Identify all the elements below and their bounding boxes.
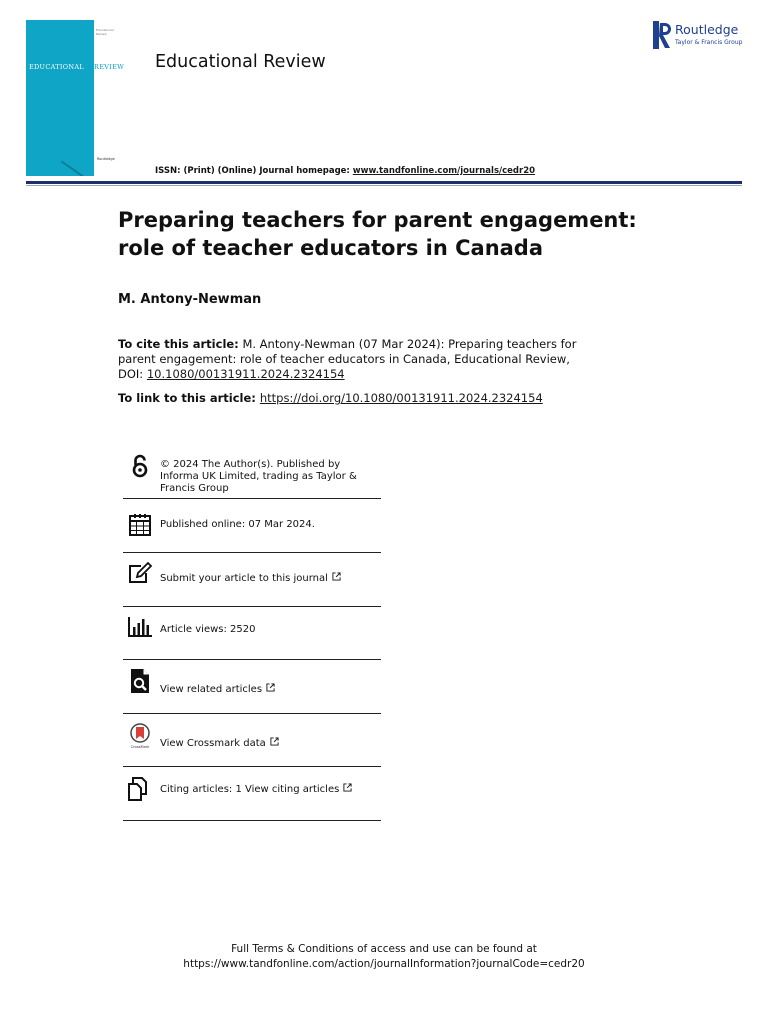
article-info-list (123, 449, 381, 821)
cite-text: M. Antony-Newman (07 Mar 2024): Preparing teachers for parent engagement: role of teacher educators in Canada, Educational Review, DOI: (118, 337, 577, 381)
crossmark-text: View Crossmark data (160, 738, 266, 749)
issn-text: ISSN: (Print) (Online) Journal homepage: (155, 166, 353, 176)
open-access-text: © 2024 The Author(s). Published by Informa UK Limited, trading as Taylor & Francis Group (160, 459, 357, 494)
submit-row[interactable] (123, 553, 381, 607)
published-text: Published online: 07 Mar 2024. (160, 519, 315, 530)
bar-chart-icon (127, 614, 153, 640)
related-link[interactable] (160, 683, 382, 696)
header-rule-thin (26, 185, 742, 186)
cover-stamp (53, 161, 93, 176)
cite-label: To cite this article: (118, 337, 239, 351)
issn-line (155, 166, 535, 176)
views-text: Article views: 2520 (160, 624, 256, 635)
search-document-icon (127, 668, 153, 694)
citation (118, 337, 598, 382)
external-link-icon (332, 572, 341, 581)
cover-strip (94, 20, 124, 176)
external-link-icon (270, 737, 279, 746)
published-row (123, 499, 381, 553)
calendar-icon (127, 512, 153, 538)
cover-tiny-text: Educational Review (96, 28, 114, 36)
footer-line-1: Full Terms & Conditions of access and use can be found at (231, 943, 537, 955)
journal-cover (26, 20, 94, 176)
article-doi-link[interactable]: https://doi.org/10.1080/00131911.2024.2324154 (259, 391, 543, 405)
publisher-logo (653, 21, 745, 51)
related-text: View related articles (160, 684, 263, 695)
crossmark-icon (127, 723, 153, 749)
publisher-subtitle: Taylor & Francis Group (675, 39, 743, 46)
svg-text:CrossMark: CrossMark (130, 745, 150, 749)
submit-link[interactable] (160, 572, 382, 585)
open-access-row (123, 449, 381, 499)
submit-text: Submit your article to this journal (160, 573, 328, 584)
citing-link[interactable] (160, 783, 382, 796)
cover-title-a: EDUCATIONAL (29, 63, 84, 71)
crossmark-link[interactable] (160, 737, 382, 750)
external-link-icon (343, 783, 352, 792)
copy-documents-icon (127, 776, 153, 802)
edit-icon (127, 561, 153, 587)
views-row (123, 607, 381, 660)
footer-line-2[interactable]: https://www.tandfonline.com/action/journalInformation?journalCode=cedr20 (183, 958, 585, 970)
header-rule (26, 181, 742, 184)
footer (0, 942, 768, 972)
article-title: Preparing teachers for parent engagement: role of teacher educators in Canada (118, 208, 637, 260)
citing-row[interactable] (123, 767, 381, 821)
cite-doi-link[interactable]: 10.1080/00131911.2024.2324154 (146, 367, 345, 381)
journal-title: Educational Review (155, 52, 326, 72)
open-access-icon (127, 454, 153, 480)
cover-publisher-logo: Routledge (97, 157, 115, 161)
cover-title-b: REVIEW (94, 63, 125, 71)
journal-homepage-link[interactable]: www.tandfonline.com/journals/cedr20 (352, 166, 536, 176)
routledge-logo-icon (653, 21, 671, 49)
related-row[interactable] (123, 660, 381, 714)
article-authors: M. Antony-Newman (118, 292, 262, 307)
publisher-name: Routledge (675, 22, 739, 37)
citing-text: Citing articles: 1 View citing articles (160, 784, 340, 795)
link-label: To link to this article: (118, 391, 256, 405)
external-link-icon (266, 683, 275, 692)
article-link (118, 391, 678, 406)
crossmark-row[interactable] (123, 714, 381, 767)
